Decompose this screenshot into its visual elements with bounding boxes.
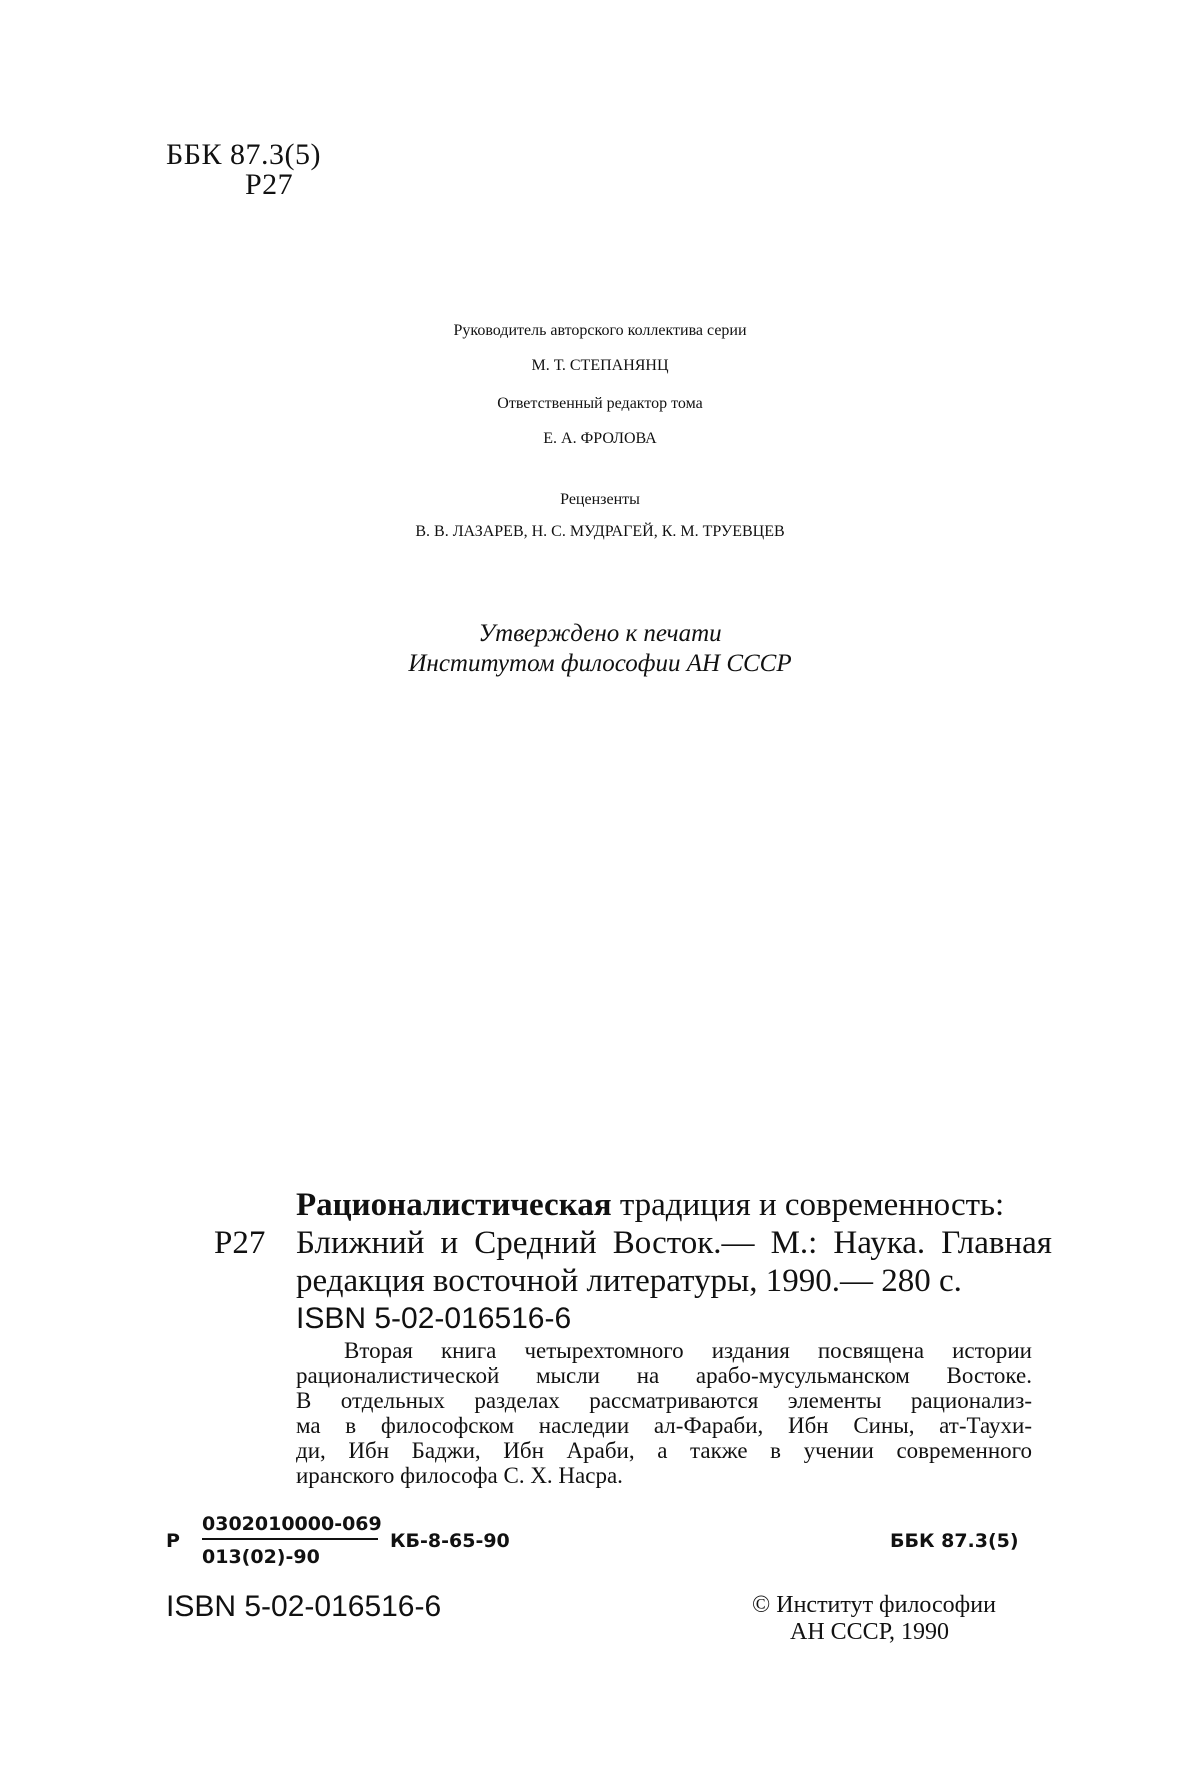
isbn-footer: ISBN 5-02-016516-6 — [166, 1590, 442, 1623]
price-code-numerator: 0302010000-069 — [202, 1513, 382, 1535]
author-mark-code: Р27 — [245, 168, 294, 201]
copyright-notice — [752, 1592, 996, 1646]
entry-title-rest: традиция и современность: — [611, 1187, 1005, 1223]
entry-line-2: Ближний и Средний Восток.— М.: Наука. Главная — [296, 1225, 1052, 1261]
approval-line-1: Утверждено к печати — [478, 620, 722, 647]
annotation-line-2: рационалистической мысли на арабо-мусульманском Востоке. — [296, 1363, 1032, 1388]
fraction-bar — [202, 1538, 378, 1540]
reviewers-role: Рецензенты — [560, 491, 640, 508]
kb-code: КБ-8-65-90 — [390, 1530, 510, 1552]
editor-name: Е. А. ФРОЛОВА — [543, 430, 657, 447]
series-leader-name: М. Т. СТЕПАНЯНЦ — [531, 357, 669, 374]
annotation-line-5: ди, Ибн Баджи, Ибн Араби, а также в учении современного — [296, 1438, 1032, 1463]
entry-line-1 — [296, 1186, 1052, 1224]
copyright-line-2: АН СССР, 1990 — [790, 1619, 950, 1645]
bbk-classification-header — [166, 140, 321, 200]
catalog-entry — [214, 1186, 1052, 1338]
annotation-line-3: В отдельных разделах рассматриваются элементы рационализ- — [296, 1388, 1032, 1413]
reviewers-names: В. В. ЛАЗАРЕВ, Н. С. МУДРАГЕЙ, К. М. ТРУЕВЦЕВ — [415, 523, 785, 540]
bbk-footer: ББК 87.3(5) — [890, 1530, 1019, 1552]
entry-title-bold: Рационалистическая — [296, 1187, 612, 1223]
annotation-line-1: Вторая книга четырехтомного издания посвящена истории — [344, 1338, 1032, 1363]
price-code-letter: Р — [166, 1530, 180, 1552]
series-leader-role: Руководитель авторского коллектива серии — [453, 322, 747, 339]
entry-isbn: ISBN 5-02-016516-6 — [296, 1302, 572, 1335]
editor-role: Ответственный редактор тома — [497, 395, 703, 412]
annotation-line-4: ма в философском наследии ал-Фараби, Ибн Сины, ат-Таухи- — [296, 1413, 1032, 1438]
copyright-line-1: © Институт философии — [752, 1592, 996, 1618]
entry-index: Р27 — [214, 1225, 266, 1261]
annotation-line-6: иранского философа С. Х. Насра. — [296, 1463, 623, 1488]
price-code-denominator: 013(02)-90 — [202, 1546, 320, 1568]
approval-line-2: Институтом философии АН СССР — [408, 650, 792, 677]
annotation — [296, 1338, 1032, 1488]
bbk-code: ББК 87.3(5) — [166, 138, 321, 171]
price-code-fraction — [202, 1513, 382, 1568]
entry-line-3: редакция восточной литературы, 1990.— 280 с. — [296, 1263, 962, 1299]
